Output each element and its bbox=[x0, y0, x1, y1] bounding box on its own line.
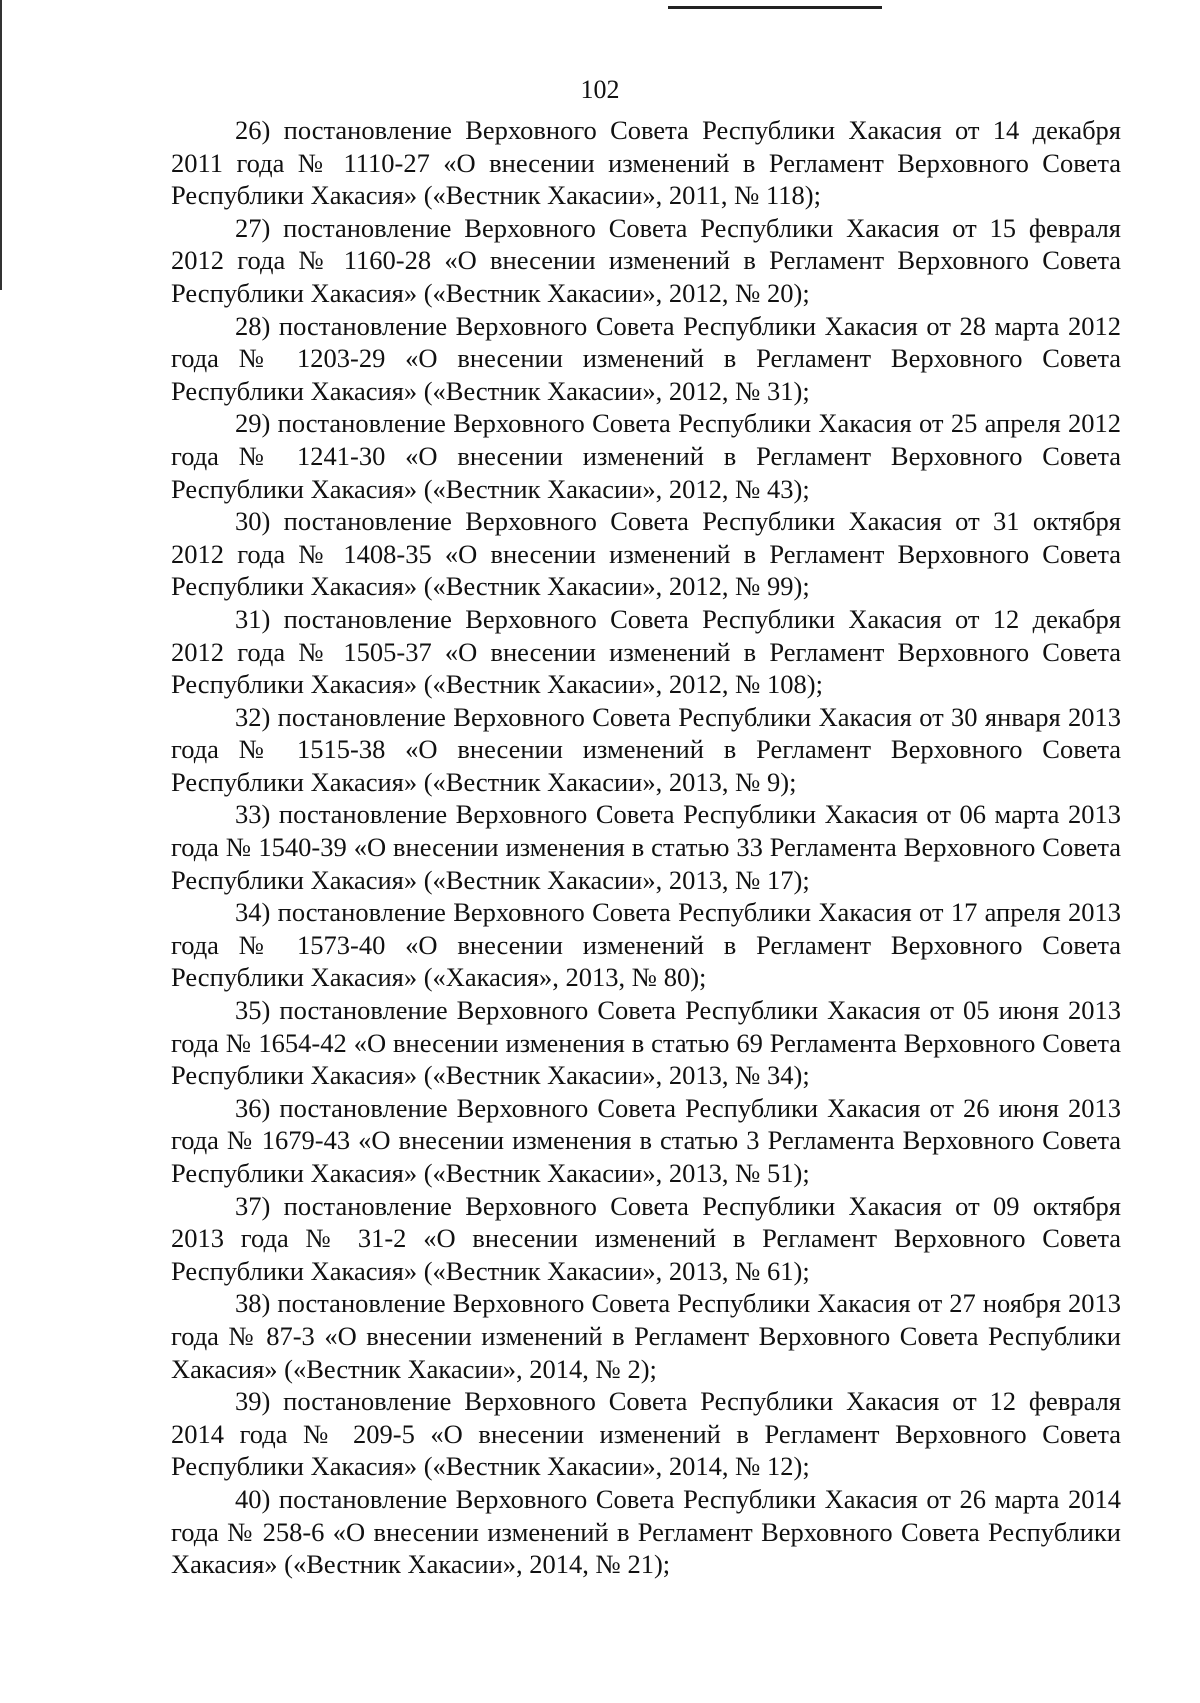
scan-artifact-top-line bbox=[668, 6, 882, 9]
list-item: 27) постановление Верховного Совета Республики Хакасия от 15 февраля 2012 года № 1160-28 «О внесении изменений в Регламент Верховного Совета Республики Хакасия» («Вестник Хакасии», 2012, № 20); bbox=[171, 212, 1121, 308]
page-number: 102 bbox=[580, 75, 620, 104]
list-item: 28) постановление Верховного Совета Республики Хакасия от 28 марта 2012 года № 1203-29 «О внесении изменений в Регламент Верховного Совета Республики Хакасия» («Вестник Хакасии», 2012, № 31); bbox=[171, 310, 1121, 406]
list-item: 38) постановление Верховного Совета Республики Хакасия от 27 ноября 2013 года № 87-3 «О внесении изменений в Регламент Верховного Совета Республики Хакасия» («Вестник Хакасии», 2014, № 2); bbox=[171, 1288, 1121, 1384]
list-item: 34) постановление Верховного Совета Республики Хакасия от 17 апреля 2013 года № 1573-40 «О внесении изменений в Регламент Верховного Совета Республики Хакасия» («Хакасия», 2013, № 80); bbox=[171, 897, 1121, 993]
list-item: 40) постановление Верховного Совета Республики Хакасия от 26 марта 2014 года № 258-6 «О внесении изменений в Регламент Верховного Совета Республики Хакасия» («Вестник Хакасии», 2014, № 21); bbox=[171, 1483, 1121, 1580]
list-item: 39) постановление Верховного Совета Республики Хакасия от 12 февраля 2014 года № 209-5 «О внесении изменений в Регламент Верховного Совета Республики Хакасия» («Вестник Хакасии», 2014, № 12); bbox=[171, 1386, 1121, 1482]
list-item: 30) постановление Верховного Совета Республики Хакасия от 31 октября 2012 года № 1408-35 «О внесении изменений в Регламент Верховного Совета Республики Хакасия» («Вестник Хакасии», 2012, № 99); bbox=[171, 506, 1121, 602]
list-item: 36) постановление Верховного Совета Республики Хакасия от 26 июня 2013 года № 1679-43 «О внесении изменения в статью 3 Регламента Верховного Совета Республики Хакасия» («Вестник Хакасии», 2013, № 51); bbox=[171, 1092, 1121, 1188]
list-item: 32) постановление Верховного Совета Республики Хакасия от 30 января 2013 года № 1515-38 «О внесении изменений в Регламент Верховного Совета Республики Хакасия» («Вестник Хакасии», 2013, № 9); bbox=[171, 701, 1121, 797]
list-item: 31) постановление Верховного Совета Республики Хакасия от 12 декабря 2012 года № 1505-37 «О внесении изменений в Регламент Верховного Совета Республики Хакасия» («Вестник Хакасии», 2012, № 108); bbox=[171, 603, 1121, 700]
list-item: 33) постановление Верховного Совета Республики Хакасия от 06 марта 2013 года № 1540-39 «О внесении изменения в статью 33 Регламента Верховного Совета Республики Хакасия» («Вестник Хакасии», 2013, № 17); bbox=[171, 799, 1121, 895]
list-item: 26) постановление Верховного Совета Республики Хакасия от 14 декабря 2011 года № 1110-27 «О внесении изменений в Регламент Верховного Совета Республики Хакасия» («Вестник Хакасии», 2011, № 118); bbox=[171, 115, 1121, 211]
list-of-resolutions bbox=[171, 114, 1121, 1581]
list-item: 29) постановление Верховного Совета Республики Хакасия от 25 апреля 2012 года № 1241-30 «О внесении изменений в Регламент Верховного Совета Республики Хакасия» («Вестник Хакасии», 2012, № 43); bbox=[171, 408, 1121, 504]
list-item: 37) постановление Верховного Совета Республики Хакасия от 09 октября 2013 года № 31-2 «О внесении изменений в Регламент Верховного Совета Республики Хакасия» («Вестник Хакасии», 2013, № 61); bbox=[171, 1190, 1121, 1286]
scan-artifact-left-edge bbox=[0, 0, 2, 290]
list-item: 35) постановление Верховного Совета Республики Хакасия от 05 июня 2013 года № 1654-42 «О внесении изменения в статью 69 Регламента Верховного Совета Республики Хакасия» («Вестник Хакасии», 2013, № 34); bbox=[171, 995, 1121, 1091]
